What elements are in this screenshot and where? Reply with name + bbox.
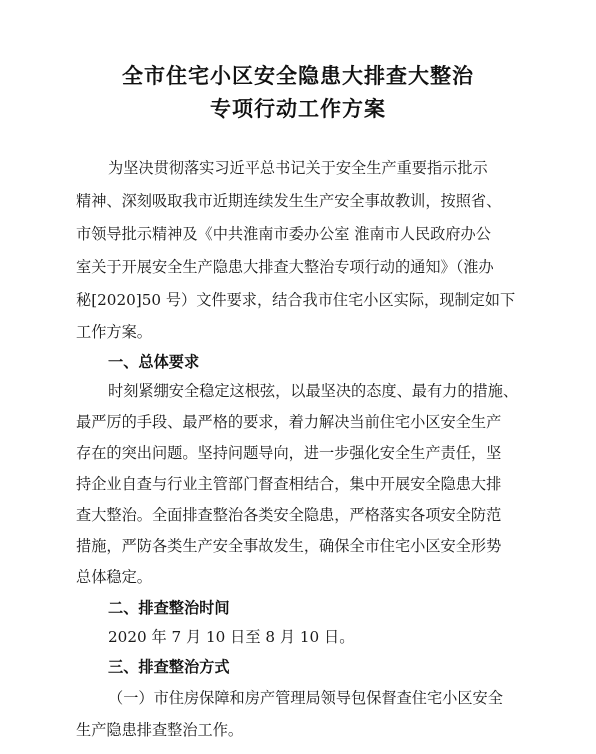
- intro-line-2: 精神、深刻吸取我市近期连续发生生产安全事故教训，按照省、: [76, 192, 502, 210]
- document-title-line1: 全市住宅小区安全隐患大排查大整治: [122, 64, 474, 88]
- section3-heading: 三、排查整治方式: [108, 658, 230, 676]
- section2-heading: 二、排查整治时间: [108, 599, 230, 617]
- intro-line-6: 工作方案。: [76, 323, 152, 341]
- section1-line-6: 措施，严防各类生产安全事故发生，确保全市住宅小区安全形势: [76, 537, 502, 555]
- section1-line-7: 总体稳定。: [76, 568, 152, 586]
- intro-line-4: 室关于开展安全生产隐患大排查大整治专项行动的通知》（淮办: [76, 258, 494, 276]
- section1-line-5: 查大整治。全面排查整治各类安全隐患，严格落实各项安全防范: [76, 506, 502, 524]
- intro-line-3: 市领导批示精神及《中共淮南市委办公室 淮南市人民政府办公: [76, 225, 491, 243]
- intro-line-1: 为坚决贯彻落实习近平总书记关于安全生产重要指示批示: [108, 159, 488, 177]
- intro-line-5: 秘[2020]50 号）文件要求，结合我市住宅小区实际，现制定如下: [76, 291, 516, 309]
- section1-line-2: 最严厉的手段、最严格的要求，着力解决当前住宅小区安全生产: [76, 413, 502, 431]
- section1-heading: 一、总体要求: [108, 353, 200, 371]
- section3-line-1: （一）市住房保障和房产管理局领导包保督查住宅小区安全: [108, 689, 503, 707]
- document-title-line2: 专项行动工作方案: [210, 97, 386, 121]
- section1-line-4: 持企业自查与行业主管部门督查相结合，集中开展安全隐患大排: [76, 475, 502, 493]
- section2-body: 2020 年 7 月 10 日至 8 月 10 日。: [108, 628, 355, 646]
- section3-line-2: 生产隐患排查整治工作。: [76, 721, 244, 739]
- section1-line-1: 时刻紧绷安全稳定这根弦，以最坚决的态度、最有力的措施、: [108, 382, 519, 400]
- section1-line-3: 存在的突出问题。坚持问题导向，进一步强化安全生产责任，坚: [76, 444, 502, 462]
